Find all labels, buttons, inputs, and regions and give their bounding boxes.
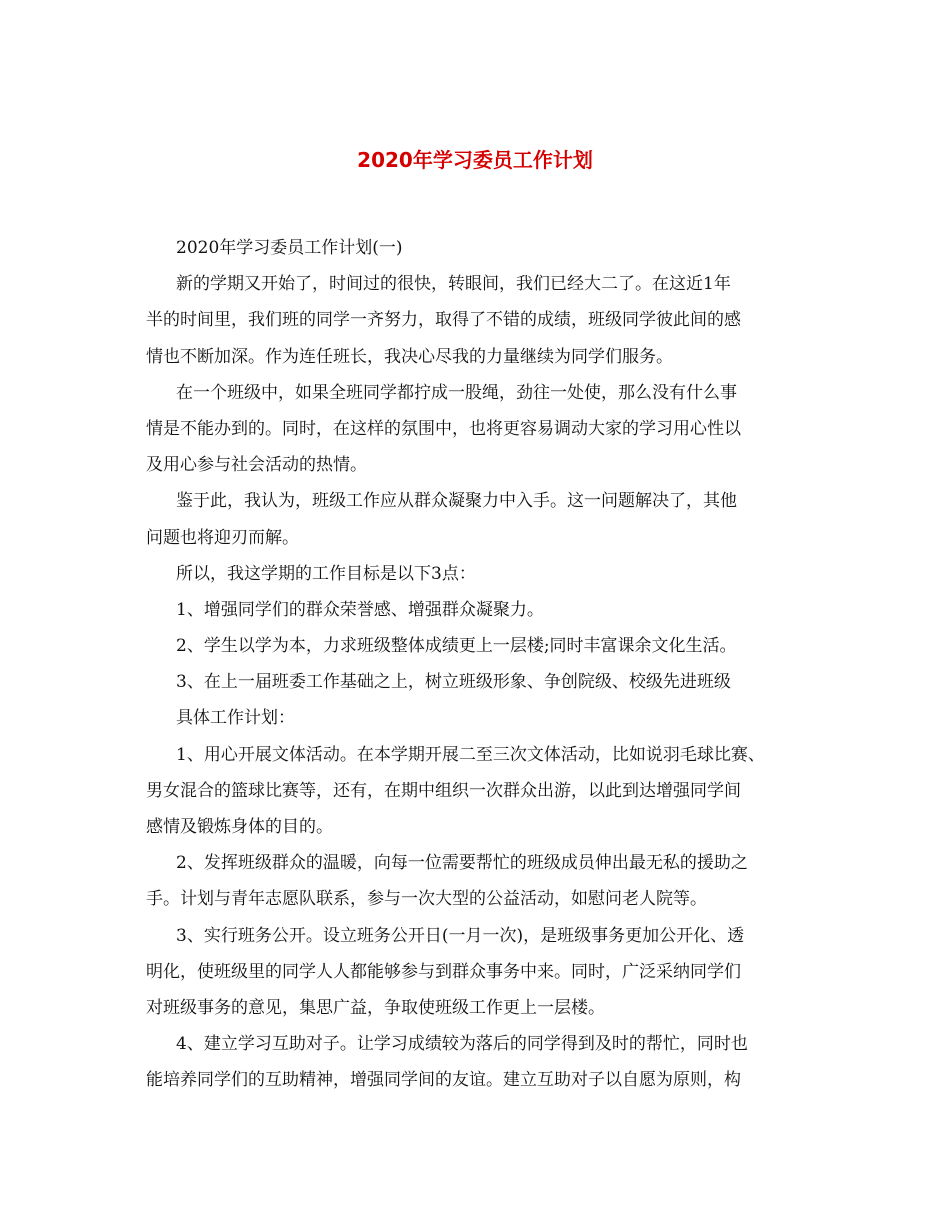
paragraph-line: 2、发挥班级群众的温暖，向每一位需要帮忙的班级成员伸出最无私的援助之	[176, 853, 748, 874]
paragraph-line: 1、增强同学们的群众荣誉感、增强群众凝聚力。	[176, 599, 544, 620]
paragraph-line: 在一个班级中，如果全班同学都拧成一股绳，劲往一处使，那么没有什么事	[176, 382, 737, 403]
paragraph-line: 3、实行班务公开。设立班务公开日(一月一次)，是班级事务更加公开化、透	[176, 925, 745, 946]
paragraph-line: 4、建立学习互助对子。让学习成绩较为落后的同学得到及时的帮忙，同时也	[176, 1034, 748, 1055]
document-title: 2020年学习委员工作计划	[357, 148, 593, 172]
paragraph-line: 3、在上一届班委工作基础之上，树立班级形象、争创院级、校级先进班级	[176, 672, 731, 693]
paragraph-line: 问题也将迎刃而解。	[146, 527, 299, 548]
document-body	[146, 230, 806, 1099]
paragraph-line: 鉴于此，我认为，班级工作应从群众凝聚力中入手。这一问题解决了，其他	[176, 491, 737, 512]
paragraph-line: 2、学生以学为本，力求班级整体成绩更上一层楼;同时丰富课余文化生活。	[176, 636, 737, 657]
paragraph-line: 具体工作计划：	[176, 708, 295, 729]
paragraph-line: 男女混合的篮球比赛等，还有，在期中组织一次群众出游，以此到达增强同学间	[146, 780, 741, 801]
paragraph-line: 所以，我这学期的工作目标是以下3点：	[176, 563, 476, 584]
paragraph-line: 能培养同学们的互助精神，增强同学间的友谊。建立互助对子以自愿为原则，构	[146, 1070, 741, 1091]
paragraph-line: 情是不能办到的。同时，在这样的氛围中，也将更容易调动大家的学习用心性以	[146, 418, 741, 439]
paragraph-line: 手。计划与青年志愿队联系，参与一次大型的公益活动，如慰问老人院等。	[146, 889, 707, 910]
paragraph-line: 半的时间里，我们班的同学一齐努力，取得了不错的成绩，班级同学彼此间的感	[146, 310, 741, 331]
paragraph-line: 对班级事务的意见，集思广益，争取使班级工作更上一层楼。	[146, 997, 605, 1018]
paragraph-line: 感情及锻炼身体的目的。	[146, 817, 333, 837]
paragraph-line: 情也不断加深。作为连任班长，我决心尽我的力量继续为同学们服务。	[146, 346, 673, 367]
paragraph-line: 明化，使班级里的同学人人都能够参与到群众事务中来。同时，广泛采纳同学们	[146, 961, 741, 982]
paragraph-line: 新的学期又开始了，时间过的很快，转眼间，我们已经大二了。在这近1年	[176, 274, 731, 295]
paragraph-line: 2020年学习委员工作计划(一)	[176, 238, 403, 258]
paragraph-line: 及用心参与社会活动的热情。	[146, 455, 367, 476]
paragraph-line: 1、用心开展文体活动。在本学期开展二至三次文体活动，比如说羽毛球比赛、	[176, 744, 765, 765]
